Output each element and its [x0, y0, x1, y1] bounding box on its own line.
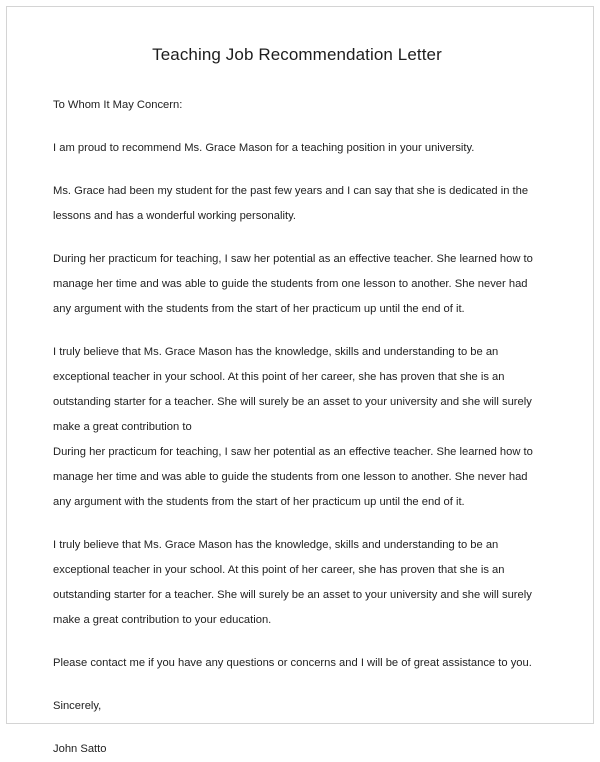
- letter-paragraph-practicum-2: During her practicum for teaching, I saw her potential as an effective teacher. She learned how to manage her time and was able to guide the students from one lesson to another. She never had any argument with the students from the start of her practicum up until the end of it.: [53, 446, 533, 508]
- letter-signature-name: John Satto: [53, 743, 107, 755]
- letter-paragraph-belief-truncated: I truly believe that Ms. Grace Mason has the knowledge, skills and understanding to be an exceptional teacher in your school. At this point of her career, she has proven that she is an outstanding starter for a teacher. She will surely be an asset to your university and she will surely make a great contribution to: [53, 346, 532, 433]
- letter-paragraph-intro: I am proud to recommend Ms. Grace Mason for a teaching position in your university.: [53, 142, 475, 154]
- letter-body: [53, 0, 547, 762]
- letter-paragraph-belief-full: I truly believe that Ms. Grace Mason has the knowledge, skills and understanding to be an exceptional teacher in your school. At this point of her career, she has proven that she is an outstanding starter for a teacher. She will surely be an asset to your university and she will surely make a great contribution to your education.: [53, 539, 532, 626]
- letter-closing: Sincerely,: [53, 700, 102, 712]
- letter-salutation: To Whom It May Concern:: [53, 99, 183, 111]
- letter-paragraph-contact: Please contact me if you have any questions or concerns and I will be of great assistance to you.: [53, 657, 532, 669]
- letter-paragraph-student-history: Ms. Grace had been my student for the past few years and I can say that she is dedicated in the lessons and has a wonderful working personality.: [53, 185, 529, 222]
- page-title: Teaching Job Recommendation Letter: [152, 45, 442, 64]
- letter-paragraph-practicum-1: During her practicum for teaching, I saw her potential as an effective teacher. She learned how to manage her time and was able to guide the students from one lesson to another. She never had any argument with the students from the start of her practicum up until the end of it.: [53, 253, 533, 315]
